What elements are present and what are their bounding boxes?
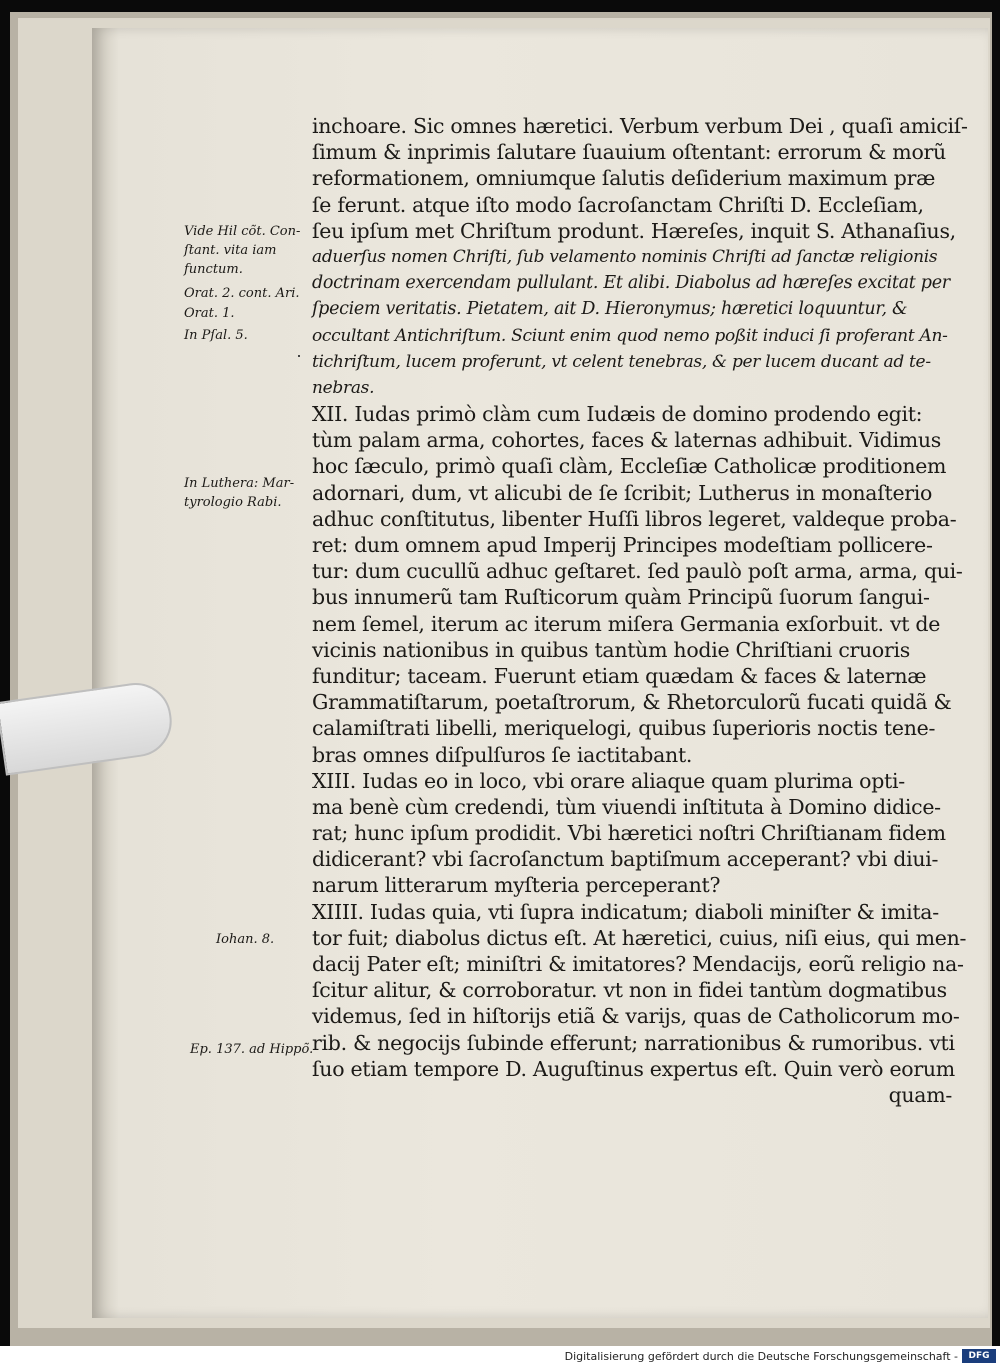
text-line: ſcitur alitur, & corroboratur. vt non in fidei tantùm dogmatibus <box>312 978 947 1003</box>
text-line: bus innumerũ tam Ruſticorum quàm Principũ ſuorum ſangui- <box>312 585 930 610</box>
footer-credit: Digitalisierung gefördert durch die Deutsche Forschungsgemeinschaft - <box>564 1350 958 1363</box>
margin-note-athanasius: Orat. 2. cont. Ari. <box>184 286 300 301</box>
margin-note-line: functum. <box>184 262 243 277</box>
main-text <box>312 113 968 1108</box>
text-line: narum litterarum myſteria perceperant? <box>312 873 721 898</box>
text-line: didicerant? vbi ſacroſanctum baptiſmum acceperant? vbi diui- <box>312 847 939 872</box>
margin-note-line: tyrologio Rabi. <box>184 495 282 510</box>
text-line: hoc ſæculo, primò quaſi clàm, Eccleſiæ Catholicæ proditionem <box>312 454 947 479</box>
footer-bar <box>0 1346 1000 1368</box>
text-line: XIII. Iudas eo in loco, vbi orare aliaque quam plurima opti- <box>312 768 905 793</box>
text-line: tichriſtum, lucem proferunt, vt celent tenebras, & per lucem ducant ad te- <box>312 351 931 372</box>
text-line: aduerſus nomen Chriſti, ſub velamento nominis Chriſti ad ſanctæ religionis <box>312 246 938 267</box>
text-line: ſimum & inprimis ſalutare ſuauium oſtentant: errorum & morũ <box>312 140 946 165</box>
text-line: tor fuit; diabolus dictus eſt. At hæretici, cuius, niſi eius, qui men- <box>312 925 967 950</box>
text-line: vicinis nationibus in quibus tantùm hodie Chriſtiani cruoris <box>312 637 910 662</box>
text-line: doctrinam exercendam pullulant. Et alibi. Diabolus ad hæreſes excitat per <box>312 273 950 294</box>
text-line: tùm palam arma, cohortes, faces & laternas adhibuit. Vidimus <box>312 428 942 453</box>
margin-note-line: ſtant. vita iam <box>184 243 277 258</box>
text-line: ret: dum omnem apud Imperij Principes modeſtiam pollicere- <box>312 533 933 557</box>
text-line: XIIII. Iudas quia, vti ſupra indicatum; diaboli miniſter & imita- <box>312 899 939 924</box>
margin-note-psalm: In Pſal. 5. <box>184 328 248 343</box>
text-line: nebras. <box>312 377 375 398</box>
margin-note-epistle: Ep. 137. ad Hippõ. <box>190 1042 314 1057</box>
catchword: quam- <box>888 1082 952 1107</box>
text-line: funditur; taceam. Fuerunt etiam quædam & faces & laternæ <box>312 663 927 688</box>
margin-note-luther <box>184 474 294 512</box>
margin-note-orat: Orat. 1. <box>184 306 235 321</box>
text-line: videmus, ſed in hiſtorijs etiã & varijs, quas de Catholicorum mo- <box>312 1004 960 1029</box>
text-line: tur: dum cucullũ adhuc geſtaret. ſed paulò poſt arma, arma, qui- <box>312 559 963 584</box>
dfg-logo: DFG <box>962 1349 996 1363</box>
margin-note-iohan: Iohan. 8. <box>216 932 275 947</box>
text-line: occultant Antichriſtum. Sciunt enim quod nemo poßit induci ſi proferant An- <box>312 325 948 346</box>
text-line: ſeu ipſum met Chriſtum produnt. Hæreſes, inquit S. Athanaſius, <box>312 218 956 243</box>
text-line: XII. Iudas primò clàm cum Iudæis de domino prodendo egit: <box>312 402 923 427</box>
text-line: Grammatiſtarum, poetaſtrorum, & Rhetorculorũ fucati quidã & <box>312 690 952 715</box>
text-line: ſuo etiam tempore D. Auguſtinus expertus eſt. Quin verò eorum <box>312 1056 955 1081</box>
text-line: reformationem, omniumque ſalutis deſiderium maximum præ <box>312 166 936 191</box>
text-line: ma benè cùm credendi, tùm viuendi inſtituta à Domino didice- <box>312 794 941 819</box>
text-line: rat; hunc ipſum prodidit. Vbi hæretici noſtri Chriſtianam fidem <box>312 821 946 846</box>
margin-note-line: Vide Hil cõt. Con- <box>184 224 301 239</box>
text-line: dacij Pater eſt; miniſtri & imitatores? Mendacijs, eorũ religio na- <box>312 952 964 976</box>
text-line: ſe ferunt. atque iſto modo ſacroſanctam Chriſti D. Eccleſiam, <box>312 192 924 217</box>
text-line: nem ſemel, iterum ac iterum miſera Germania exſorbuit. vt de <box>312 611 941 636</box>
text-line: bras omnes diſpulſuros ſe iactitabant. <box>312 742 693 767</box>
text-line: ſpeciem veritatis. Pietatem, ait D. Hieronymus; hæretici loquuntur, & <box>312 299 908 320</box>
margin-note-line: In Luthera: Mar- <box>184 476 295 491</box>
text-line: inchoare. Sic omnes hæretici. Verbum verbum Dei , quaſi amiciſ- <box>312 114 968 138</box>
text-line: calamiſtrati libelli, meriquelogi, quibus ſuperioris noctis tene- <box>312 716 936 741</box>
margin-note-hilary <box>184 222 300 279</box>
text-line: adhuc conſtitutus, libenter Huſſi libros legeret, valdeque proba- <box>312 506 957 531</box>
text-line: adornari, dum, vt alicubi de ſe ſcribit; Lutherus in monaſterio <box>312 480 933 505</box>
text-line: rib. & negocijs ſubinde efferunt; narrationibus & rumoribus. vti <box>312 1030 955 1055</box>
margin-mark <box>298 355 300 357</box>
